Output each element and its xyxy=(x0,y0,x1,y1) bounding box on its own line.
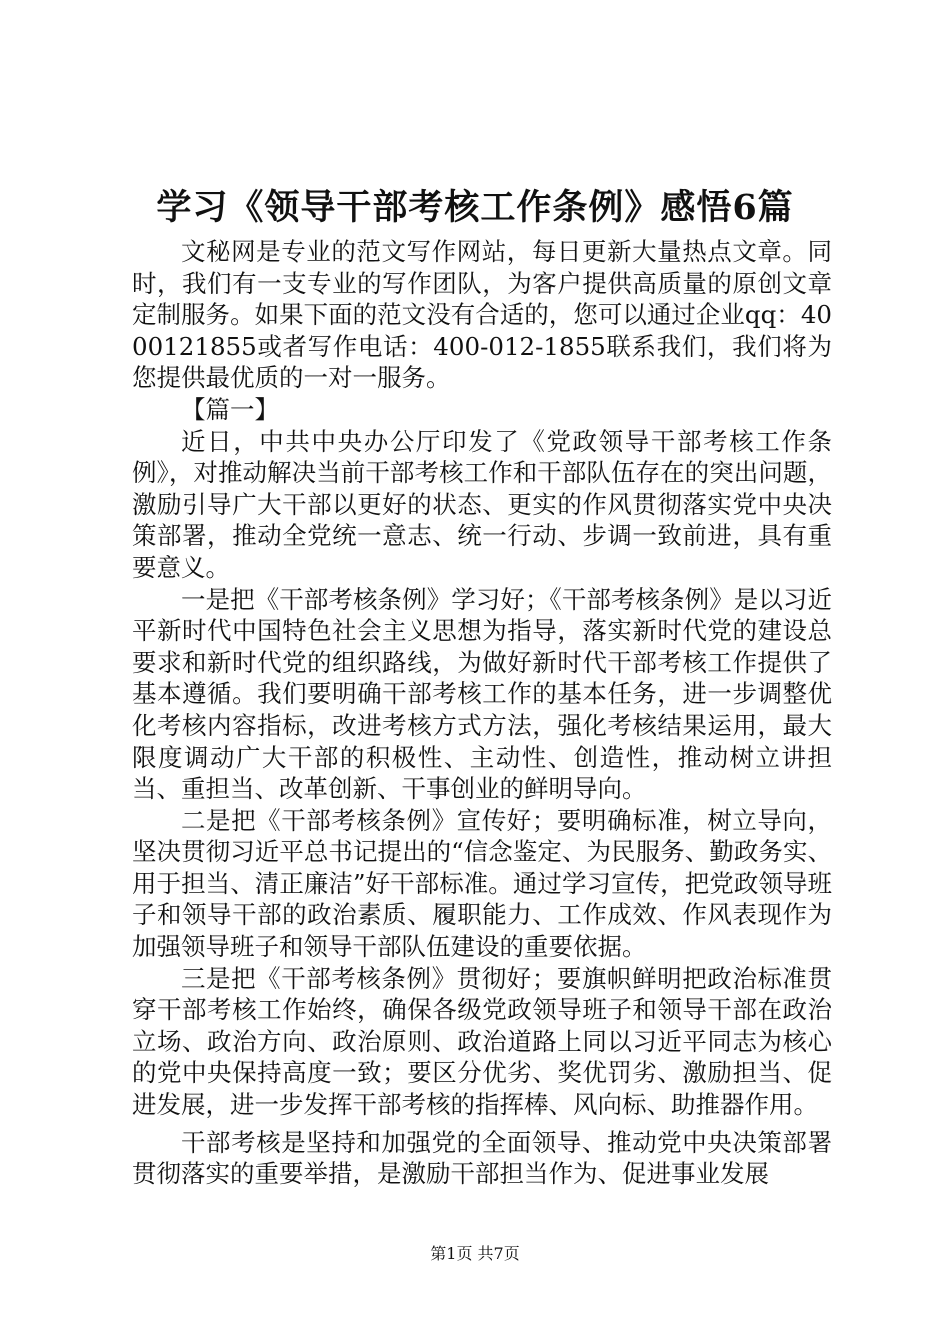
body-paragraph: 近日，中共中央办公厅印发了《党政领导干部考核工作条例》，对推动解决当前干部考核工作和干部队伍存在的突出问题，激励引导广大干部以更好的状态、更实的作风贯彻落实党中央决策部署，推动全党统一意志、统一行动、步调一致前进，具有重要意义。 xyxy=(132,426,832,582)
page-number-footer: 第1页 共7页 xyxy=(430,1244,520,1263)
body-paragraph: 一是把《干部考核条例》学习好；《干部考核条例》是以习近平新时代中国特色社会主义思想为指导，落实新时代党的建设总要求和新时代党的组织路线，为做好新时代干部考核工作提供了基本遵循。我们要明确干部考核工作的基本任务，进一步调整优化考核内容指标，改进考核方式方法，强化考核结果运用，最大限度调动广大干部的积极性、主动性、创造性，推动树立讲担当、重担当、改革创新、干事创业的鲜明导向。 xyxy=(132,584,832,804)
body-paragraph: 三是把《干部考核条例》贯彻好；要旗帜鲜明把政治标准贯穿干部考核工作始终，确保各级党政领导班子和领导干部在政治立场、政治方向、政治原则、政治道路上同以习近平同志为核心的党中央保持高度一致；要区分优劣、奖优罚劣、激励担当、促进发展，进一步发挥干部考核的指挥棒、风向标、助推器作用。 xyxy=(132,963,832,1120)
body-paragraph: 干部考核是坚持和加强党的全面领导、推动党中央决策部署贯彻落实的重要举措，是激励干部担当作为、促进事业发展 xyxy=(132,1127,832,1189)
document-body xyxy=(132,236,832,1190)
intro-paragraph: 文秘网是专业的范文写作网站，每日更新大量热点文章。同时，我们有一支专业的写作团队，为客户提供高质量的原创文章定制服务。如果下面的范文没有合适的，您可以通过企业qq：4000121855或者写作电话：400-012-1855联系我们，我们将为您提供最优质的一对一服务。 xyxy=(132,237,832,393)
body-paragraph: 二是把《干部考核条例》宣传好；要明确标准，树立导向，坚决贯彻习近平总书记提出的“信念鉴定、为民服务、勤政务实、用于担当、清正廉洁”好干部标准。通过学习宣传，把党政领导班子和领导干部的政治素质、履职能力、工作成效、作风表现作为加强领导班子和领导干部队伍建设的重要依据。 xyxy=(132,805,832,962)
section-heading: 【篇一】 xyxy=(181,394,279,424)
document-title: 学习《领导干部考核工作条例》感悟6篇 xyxy=(156,187,794,228)
